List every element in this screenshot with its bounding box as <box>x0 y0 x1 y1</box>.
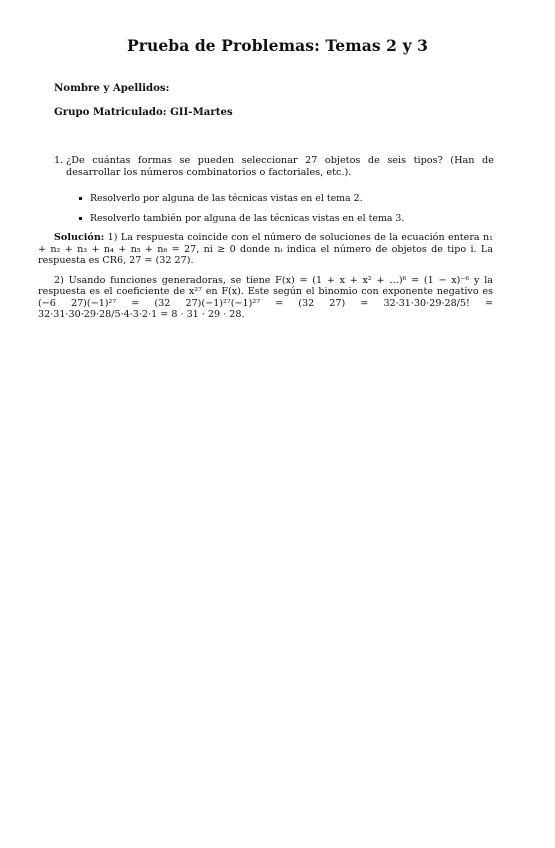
solution-part-2 <box>38 275 493 321</box>
page-title: Prueba de Problemas: Temas 2 y 3 <box>126 36 429 55</box>
solution-part-1-text: 1) La respuesta coincide con el número de soluciones de la ecuación entera n₁ + n₂ + n₃ + n₄ + n₅ + n₆ = 27, ni ≥ 0 donde nᵢ indica el número de objetos de tipo i. La respuesta es CR6, 27 = (32 27). <box>38 232 493 266</box>
solution-block <box>38 232 493 321</box>
solution-label: Solución: <box>54 232 105 243</box>
problem-1 <box>54 155 494 179</box>
problem-bullets <box>78 193 498 233</box>
bullet-text: Resolverlo también por alguna de las técnicas vistas en el tema 3. <box>90 213 405 224</box>
solution-part-2-text: 2) Usando funciones generadoras, se tiene F(x) = (1 + x + x² + …)⁶ = (1 − x)⁻⁶ y la respuesta es el coeficiente de x²⁷ en F(x). Este según el binomio con exponente negativo es (−6 27)(−1)²⁷ = (32 27)(−1)²⁷(−1)²⁷ = (32 27) = 32·31·30·29·28/5! = 32·31·30·29·28/5·4·3·2·1 = 8 · 31 · 29 · 28. <box>38 274 493 320</box>
problem-text: ¿De cuántas formas se pueden seleccionar 27 objetos de seis tipos? (Han de desarrollar los números combinatorios o factoriales, etc.). <box>66 155 494 178</box>
solution-part-1 <box>38 232 493 267</box>
problem-number: 1. <box>54 155 64 166</box>
bullet-text: Resolverlo por alguna de las técnicas vistas en el tema 2. <box>90 193 363 204</box>
bullet-icon <box>79 217 82 220</box>
group-label: Grupo Matriculado: GII-Martes <box>54 106 233 118</box>
bullet-icon <box>79 197 82 200</box>
bullet-item <box>78 193 498 213</box>
student-name-label: Nombre y Apellidos: <box>54 82 170 94</box>
bullet-item <box>78 213 498 233</box>
